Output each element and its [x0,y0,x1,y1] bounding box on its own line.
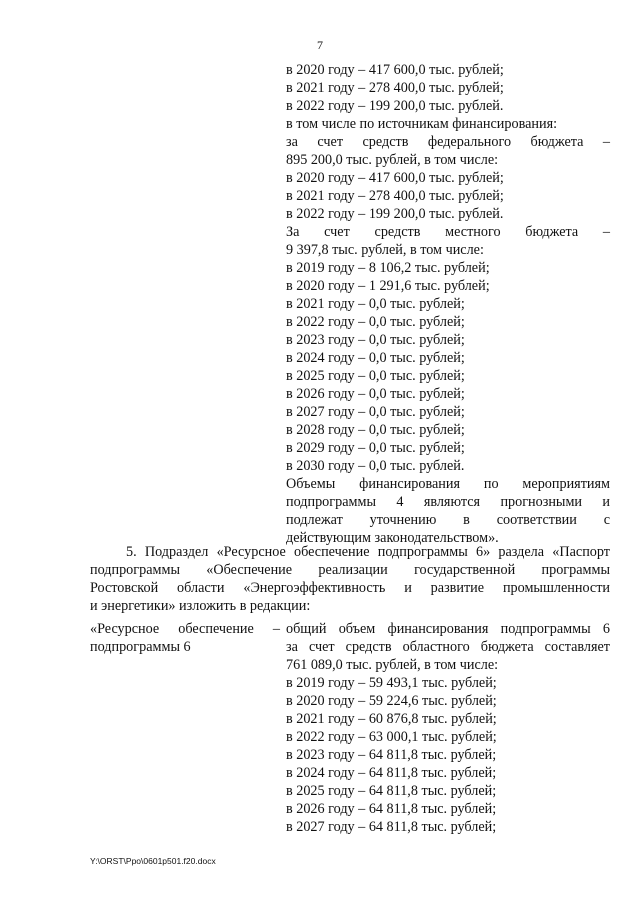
text-line: в 2021 году – 0,0 тыс. рублей; [286,296,465,312]
text-line: за счет средств областного бюджета составляет [286,639,610,655]
text-line: в 2027 году – 0,0 тыс. рублей; [286,404,465,420]
text-line: в 2022 году – 63 000,1 тыс. рублей; [286,729,497,745]
text-line: в 2022 году – 199 200,0 тыс. рублей. [286,206,504,222]
text-line: в 2026 году – 0,0 тыс. рублей; [286,386,465,402]
text-line: в 2020 году – 417 600,0 тыс. рублей; [286,62,504,78]
text-line: в 2020 году – 1 291,6 тыс. рублей; [286,278,490,294]
funding-text-subprogram-6 [286,620,610,836]
text-line: в 2019 году – 59 493,1 тыс. рублей; [286,675,497,691]
text-line: в 2020 году – 417 600,0 тыс. рублей; [286,170,504,186]
text-line: в 2028 году – 0,0 тыс. рублей; [286,422,465,438]
text-line: Ростовской области «Энергоэффективность и развитие промышленности [90,580,610,596]
text-line: в 2023 году – 64 811,8 тыс. рублей; [286,747,497,763]
text-line: подпрограммы 6 [90,639,191,655]
text-line: 5. Подраздел «Ресурсное обеспечение подпрограммы 6» раздела «Паспорт [126,544,610,560]
text-line: подпрограммы «Обеспечение реализации государственной программы [90,562,610,578]
paragraph-5 [90,543,610,615]
text-line: 9 397,8 тыс. рублей, в том числе: [286,242,484,258]
text-line: в 2021 году – 60 876,8 тыс. рублей; [286,711,497,727]
text-line: в 2027 году – 64 811,8 тыс. рублей; [286,819,497,835]
text-line: в 2025 году – 0,0 тыс. рублей; [286,368,465,384]
text-line: в 2029 году – 0,0 тыс. рублей; [286,440,465,456]
page-number: 7 [317,38,323,52]
text-line: в 2020 году – 59 224,6 тыс. рублей; [286,693,497,709]
text-line: в том числе по источникам финансирования: [286,116,558,132]
text-line: в 2030 году – 0,0 тыс. рублей. [286,458,465,474]
text-line: в 2019 году – 8 106,2 тыс. рублей; [286,260,490,276]
text-line: Объемы финансирования по мероприятиям [286,476,610,492]
text-line: в 2025 году – 64 811,8 тыс. рублей; [286,783,497,799]
text-line: За счет средств местного бюджета – [286,224,610,240]
text-line: в 2022 году – 0,0 тыс. рублей; [286,314,465,330]
file-path-footer: Y:\ORST\Ppo\0601p501.f20.docx [90,856,216,866]
text-line: в 2026 году – 64 811,8 тыс. рублей; [286,801,497,817]
resource-label-subprogram-6 [90,620,280,656]
text-line: «Ресурсное обеспечение – [90,621,280,637]
text-line: в 2022 году – 199 200,0 тыс. рублей. [286,98,504,114]
text-line: в 2021 году – 278 400,0 тыс. рублей; [286,188,504,204]
text-line: общий объем финансирования подпрограммы 6 [286,621,610,637]
text-line: подлежат уточнению в соответствии с [286,512,610,528]
funding-text-top [286,61,610,547]
text-line: в 2023 году – 0,0 тыс. рублей; [286,332,465,348]
text-line: и энергетики» изложить в редакции: [90,598,311,614]
text-line: подпрограммы 4 являются прогнозными и [286,494,610,510]
text-line: в 2021 году – 278 400,0 тыс. рублей; [286,80,504,96]
text-line: в 2024 году – 64 811,8 тыс. рублей; [286,765,497,781]
text-line: 761 089,0 тыс. рублей, в том числе: [286,657,499,673]
text-line: действующим законодательством». [286,530,499,546]
text-line: 895 200,0 тыс. рублей, в том числе: [286,152,499,168]
text-line: за счет средств федерального бюджета – [286,134,610,150]
text-line: в 2024 году – 0,0 тыс. рублей; [286,350,465,366]
